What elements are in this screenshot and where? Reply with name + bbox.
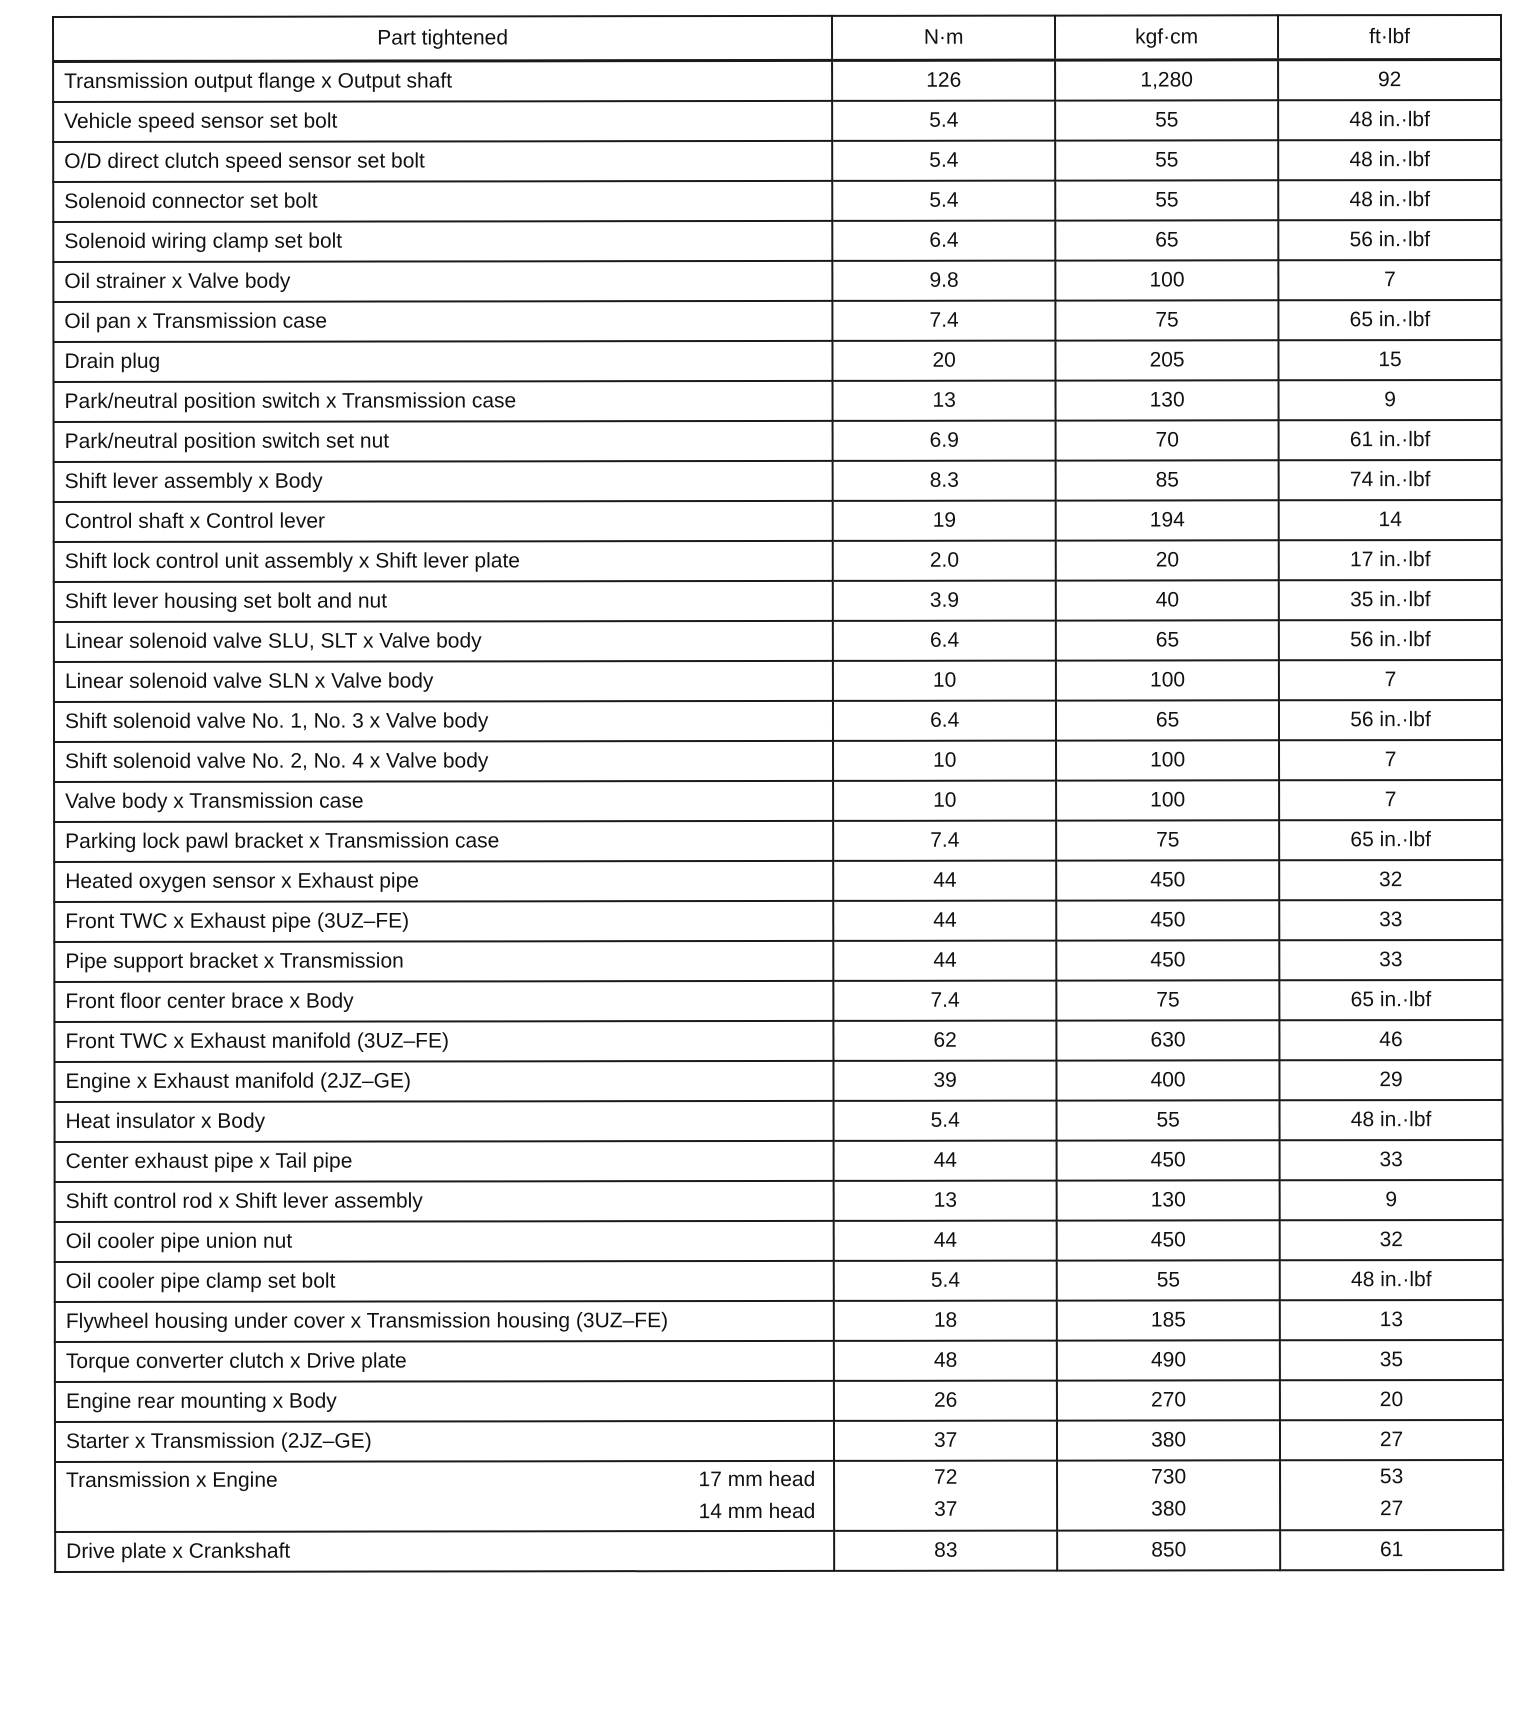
kgf-cell: 450 bbox=[1057, 1140, 1280, 1180]
nm-cell: 6.9 bbox=[833, 421, 1056, 461]
nm-cell: 83 bbox=[834, 1531, 1057, 1571]
part-cell: Drive plate x Crankshaft bbox=[55, 1531, 834, 1572]
header-kgf: kgf·cm bbox=[1055, 15, 1278, 60]
ft-cell: 29 bbox=[1280, 1060, 1503, 1100]
ft-cell: 17 in.·lbf bbox=[1279, 540, 1502, 580]
kgf-cell bbox=[1057, 1460, 1280, 1530]
part-cell: Parking lock pawl bracket x Transmission case bbox=[54, 821, 833, 862]
nm-cell: 126 bbox=[832, 60, 1055, 101]
kgf-cell: 100 bbox=[1056, 660, 1279, 700]
table-row bbox=[54, 660, 1502, 702]
ft-cell: 48 in.·lbf bbox=[1280, 1100, 1503, 1140]
table-row bbox=[55, 1100, 1503, 1142]
header-part: Part tightened bbox=[53, 16, 832, 62]
part-cell: Vehicle speed sensor set bolt bbox=[53, 101, 832, 142]
nm-cell: 13 bbox=[834, 1181, 1057, 1221]
part-cell: Solenoid connector set bolt bbox=[53, 181, 832, 222]
nm-cell: 5.4 bbox=[834, 1101, 1057, 1141]
part-cell: Flywheel housing under cover x Transmission housing (3UZ–FE) bbox=[55, 1301, 834, 1342]
table-row bbox=[54, 540, 1502, 582]
part-cell: Park/neutral position switch set nut bbox=[54, 421, 833, 462]
kgf-cell: 1,280 bbox=[1055, 60, 1278, 101]
nm-cell: 7.4 bbox=[834, 981, 1057, 1021]
part-name: Transmission x Engine bbox=[66, 1468, 278, 1492]
kgf-cell: 55 bbox=[1055, 180, 1278, 220]
nm-cell: 44 bbox=[834, 1141, 1057, 1181]
value-stack bbox=[1058, 1465, 1279, 1521]
header-row bbox=[53, 15, 1501, 62]
nm-cell: 19 bbox=[833, 501, 1056, 541]
kgf-cell: 55 bbox=[1055, 140, 1278, 180]
table-row bbox=[55, 1420, 1503, 1462]
nm-cell: 10 bbox=[833, 661, 1056, 701]
part-cell bbox=[55, 1461, 834, 1532]
kgf-cell: 55 bbox=[1057, 1100, 1280, 1140]
kgf-cell: 85 bbox=[1056, 460, 1279, 500]
table-row bbox=[55, 1380, 1503, 1422]
nm-cell: 26 bbox=[834, 1381, 1057, 1421]
kgf-cell: 75 bbox=[1056, 300, 1279, 340]
table-row bbox=[53, 340, 1501, 382]
part-cell: Park/neutral position switch x Transmission case bbox=[54, 381, 833, 422]
ft-cell: 56 in.·lbf bbox=[1278, 220, 1501, 260]
kgf-cell: 100 bbox=[1056, 740, 1279, 780]
part-cell: Oil pan x Transmission case bbox=[53, 301, 832, 342]
ft-cell: 65 in.·lbf bbox=[1279, 820, 1502, 860]
part-cell: Shift solenoid valve No. 2, No. 4 x Valve body bbox=[54, 741, 833, 782]
table-row bbox=[53, 260, 1501, 302]
nm-cell: 44 bbox=[833, 901, 1056, 941]
ft-cell: 48 in.·lbf bbox=[1278, 140, 1501, 180]
table-row bbox=[53, 220, 1501, 262]
ft-cell: 35 bbox=[1280, 1340, 1503, 1380]
table-row bbox=[54, 740, 1502, 782]
part-cell: Heat insulator x Body bbox=[55, 1101, 834, 1142]
nm-cell: 5.4 bbox=[832, 141, 1055, 181]
ft-cell: 33 bbox=[1280, 1140, 1503, 1180]
part-cell: Front TWC x Exhaust manifold (3UZ–FE) bbox=[54, 1021, 833, 1062]
part-cell: O/D direct clutch speed sensor set bolt bbox=[53, 141, 832, 182]
part-cell: Control shaft x Control lever bbox=[54, 501, 833, 542]
table-row bbox=[54, 580, 1502, 622]
table-row bbox=[55, 1300, 1503, 1342]
ft-cell: 48 in.·lbf bbox=[1280, 1260, 1503, 1300]
head-size-label: 14 mm head bbox=[698, 1499, 816, 1524]
table-row bbox=[54, 500, 1502, 542]
kgf-cell: 55 bbox=[1057, 1260, 1280, 1300]
table-row-transmission-engine bbox=[55, 1460, 1503, 1532]
part-cell: Starter x Transmission (2JZ–GE) bbox=[55, 1421, 834, 1462]
nm-cell: 8.3 bbox=[833, 461, 1056, 501]
ft-cell: 46 bbox=[1279, 1020, 1502, 1060]
part-cell: Oil cooler pipe union nut bbox=[55, 1221, 834, 1262]
kgf-cell: 380 bbox=[1057, 1420, 1280, 1460]
part-cell: Shift solenoid valve No. 1, No. 3 x Valve body bbox=[54, 701, 833, 742]
nm-cell: 44 bbox=[833, 861, 1056, 901]
ft-cell: 33 bbox=[1279, 900, 1502, 940]
ft-cell: 27 bbox=[1280, 1420, 1503, 1460]
part-cell: Linear solenoid valve SLN x Valve body bbox=[54, 661, 833, 702]
part-cell: Oil cooler pipe clamp set bolt bbox=[55, 1261, 834, 1302]
kgf-cell: 65 bbox=[1056, 620, 1279, 660]
header-ft: ft·lbf bbox=[1278, 15, 1501, 60]
head-size-label: 17 mm head bbox=[698, 1467, 816, 1492]
part-cell: Engine rear mounting x Body bbox=[55, 1381, 834, 1422]
table-row bbox=[54, 980, 1502, 1022]
kgf-cell: 205 bbox=[1056, 340, 1279, 380]
table-row bbox=[53, 59, 1501, 102]
nm-cell: 6.4 bbox=[833, 701, 1056, 741]
nm-cell: 7.4 bbox=[833, 301, 1056, 341]
kgf-cell: 65 bbox=[1055, 220, 1278, 260]
ft-cell: 48 in.·lbf bbox=[1278, 180, 1501, 220]
ft-cell: 15 bbox=[1279, 340, 1502, 380]
part-cell: Transmission output flange x Output shaft bbox=[53, 60, 832, 102]
kgf-cell: 450 bbox=[1057, 1220, 1280, 1260]
nm-cell: 62 bbox=[834, 1021, 1057, 1061]
ft-cell: 48 in.·lbf bbox=[1278, 100, 1501, 140]
value-stack bbox=[835, 1466, 1056, 1522]
value-stack bbox=[1281, 1465, 1502, 1521]
ft-cell bbox=[1280, 1460, 1503, 1530]
table-row bbox=[54, 460, 1502, 502]
table-row bbox=[54, 820, 1502, 862]
header-nm: N·m bbox=[832, 16, 1055, 61]
ft-cell: 74 in.·lbf bbox=[1279, 460, 1502, 500]
nm-cell: 6.4 bbox=[833, 621, 1056, 661]
part-cell: Valve body x Transmission case bbox=[54, 781, 833, 822]
ft-cell: 32 bbox=[1279, 860, 1502, 900]
part-cell: Shift lock control unit assembly x Shift lever plate bbox=[54, 541, 833, 582]
part-cell: Shift lever housing set bolt and nut bbox=[54, 581, 833, 622]
kgf-cell: 55 bbox=[1055, 100, 1278, 140]
table-row bbox=[55, 1530, 1503, 1572]
ft-cell: 20 bbox=[1280, 1380, 1503, 1420]
kgf-cell: 75 bbox=[1056, 980, 1279, 1020]
ft-cell: 35 in.·lbf bbox=[1279, 580, 1502, 620]
table-row bbox=[54, 1060, 1502, 1102]
ft-cell: 7 bbox=[1279, 740, 1502, 780]
ft-cell: 65 in.·lbf bbox=[1279, 980, 1502, 1020]
table-body bbox=[53, 59, 1503, 1572]
kgf-cell: 20 bbox=[1056, 540, 1279, 580]
table-row bbox=[55, 1260, 1503, 1302]
ft-cell: 32 bbox=[1280, 1220, 1503, 1260]
table-row bbox=[53, 300, 1501, 342]
ft-cell: 65 in.·lbf bbox=[1278, 300, 1501, 340]
part-cell: Linear solenoid valve SLU, SLT x Valve body bbox=[54, 621, 833, 662]
nm-cell: 9.8 bbox=[833, 261, 1056, 301]
ft-cell: 7 bbox=[1278, 260, 1501, 300]
head-size-value: 27 bbox=[1379, 1497, 1404, 1521]
kgf-cell: 270 bbox=[1057, 1380, 1280, 1420]
part-cell: Oil strainer x Valve body bbox=[53, 261, 832, 302]
part-cell: Shift control rod x Shift lever assembly bbox=[55, 1181, 834, 1222]
part-cell: Pipe support bracket x Transmission bbox=[54, 941, 833, 982]
part-cell: Front floor center brace x Body bbox=[54, 981, 833, 1022]
part-cell: Shift lever assembly x Body bbox=[54, 461, 833, 502]
nm-cell: 44 bbox=[834, 941, 1057, 981]
kgf-cell: 850 bbox=[1057, 1530, 1280, 1570]
nm-cell: 5.4 bbox=[832, 101, 1055, 141]
kgf-cell: 130 bbox=[1057, 1180, 1280, 1220]
head-size-value: 380 bbox=[1151, 1497, 1187, 1521]
table-row bbox=[54, 700, 1502, 742]
kgf-cell: 185 bbox=[1057, 1300, 1280, 1340]
nm-cell: 10 bbox=[833, 781, 1056, 821]
kgf-cell: 630 bbox=[1057, 1020, 1280, 1060]
ft-cell: 33 bbox=[1279, 940, 1502, 980]
ft-cell: 61 bbox=[1280, 1530, 1503, 1570]
kgf-cell: 100 bbox=[1056, 780, 1279, 820]
ft-cell: 9 bbox=[1279, 380, 1502, 420]
table-row bbox=[55, 1180, 1503, 1222]
kgf-cell: 75 bbox=[1056, 820, 1279, 860]
head-size-value: 53 bbox=[1379, 1465, 1404, 1489]
kgf-cell: 490 bbox=[1057, 1340, 1280, 1380]
table-row bbox=[55, 1340, 1503, 1382]
table-row bbox=[55, 1220, 1503, 1262]
table-row bbox=[54, 380, 1502, 422]
kgf-cell: 100 bbox=[1055, 260, 1278, 300]
part-cell: Engine x Exhaust manifold (2JZ–GE) bbox=[54, 1061, 833, 1102]
ft-cell: 7 bbox=[1279, 780, 1502, 820]
kgf-cell: 450 bbox=[1056, 900, 1279, 940]
nm-cell: 13 bbox=[833, 381, 1056, 421]
nm-cell: 18 bbox=[834, 1301, 1057, 1341]
kgf-cell: 70 bbox=[1056, 420, 1279, 460]
ft-cell: 13 bbox=[1280, 1300, 1503, 1340]
kgf-cell: 65 bbox=[1056, 700, 1279, 740]
part-cell: Center exhaust pipe x Tail pipe bbox=[55, 1141, 834, 1182]
kgf-cell: 450 bbox=[1056, 860, 1279, 900]
table-row bbox=[54, 780, 1502, 822]
kgf-cell: 40 bbox=[1056, 580, 1279, 620]
nm-cell: 48 bbox=[834, 1341, 1057, 1381]
split-part-wrap bbox=[66, 1466, 833, 1527]
kgf-cell: 130 bbox=[1056, 380, 1279, 420]
nm-cell: 39 bbox=[834, 1061, 1057, 1101]
nm-cell: 7.4 bbox=[833, 821, 1056, 861]
nm-cell: 5.4 bbox=[832, 181, 1055, 221]
part-cell: Front TWC x Exhaust pipe (3UZ–FE) bbox=[54, 901, 833, 942]
nm-cell: 37 bbox=[834, 1421, 1057, 1461]
ft-cell: 61 in.·lbf bbox=[1279, 420, 1502, 460]
part-cell: Solenoid wiring clamp set bolt bbox=[53, 221, 832, 262]
nm-cell: 3.9 bbox=[833, 581, 1056, 621]
ft-cell: 92 bbox=[1278, 59, 1501, 100]
nm-cell bbox=[834, 1461, 1057, 1531]
table-row bbox=[55, 1140, 1503, 1182]
table-row bbox=[53, 100, 1501, 142]
table-row bbox=[53, 180, 1501, 222]
torque-spec-table bbox=[52, 14, 1504, 1573]
nm-cell: 20 bbox=[833, 341, 1056, 381]
table-row bbox=[53, 140, 1501, 182]
nm-cell: 44 bbox=[834, 1221, 1057, 1261]
table-row bbox=[54, 420, 1502, 462]
nm-cell: 5.4 bbox=[834, 1261, 1057, 1301]
nm-cell: 2.0 bbox=[833, 541, 1056, 581]
head-size-value: 730 bbox=[1151, 1465, 1187, 1489]
kgf-cell: 450 bbox=[1056, 940, 1279, 980]
table-row bbox=[54, 620, 1502, 662]
kgf-cell: 194 bbox=[1056, 500, 1279, 540]
part-cell: Drain plug bbox=[53, 341, 832, 382]
kgf-cell: 400 bbox=[1057, 1060, 1280, 1100]
table-row bbox=[54, 1020, 1502, 1062]
table-row bbox=[54, 860, 1502, 902]
head-size-value: 72 bbox=[934, 1465, 958, 1489]
head-size-value: 37 bbox=[934, 1497, 958, 1521]
ft-cell: 9 bbox=[1280, 1180, 1503, 1220]
ft-cell: 56 in.·lbf bbox=[1279, 620, 1502, 660]
table-row bbox=[54, 900, 1502, 942]
nm-cell: 10 bbox=[833, 741, 1056, 781]
part-cell: Heated oxygen sensor x Exhaust pipe bbox=[54, 861, 833, 902]
ft-cell: 56 in.·lbf bbox=[1279, 700, 1502, 740]
ft-cell: 7 bbox=[1279, 660, 1502, 700]
ft-cell: 14 bbox=[1279, 500, 1502, 540]
table-row bbox=[54, 940, 1502, 982]
nm-cell: 6.4 bbox=[833, 221, 1056, 261]
part-cell: Torque converter clutch x Drive plate bbox=[55, 1341, 834, 1382]
